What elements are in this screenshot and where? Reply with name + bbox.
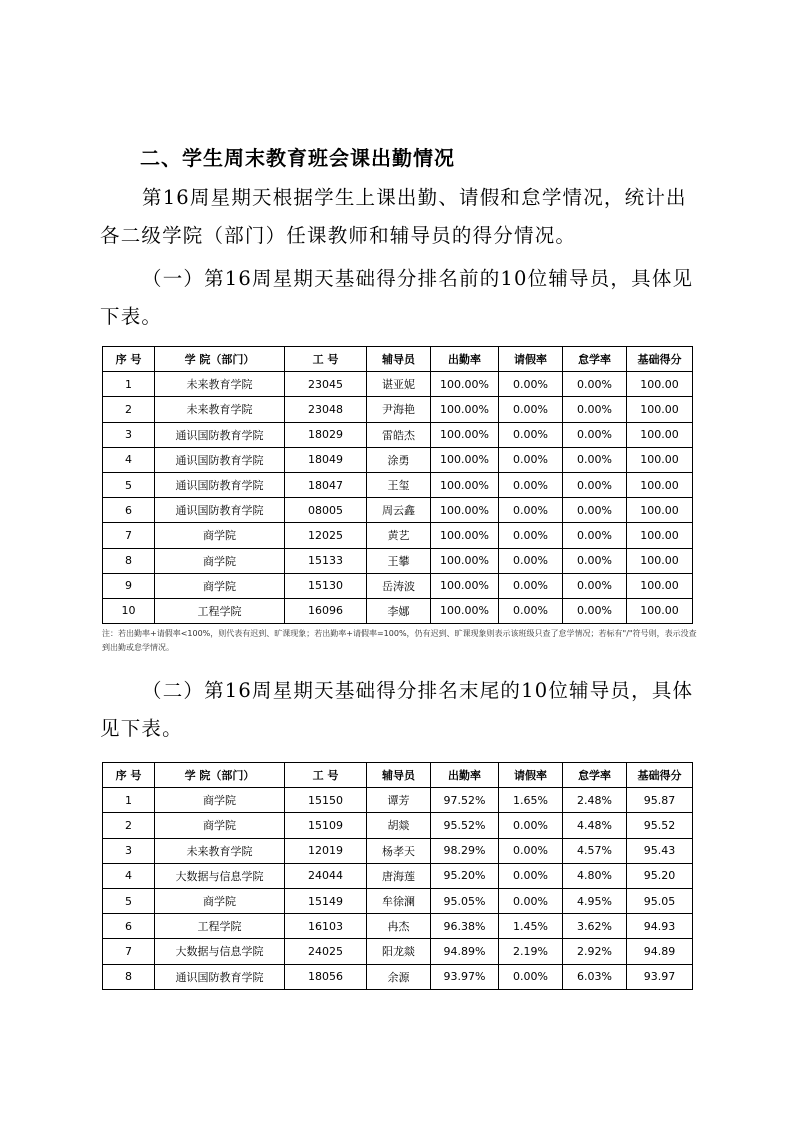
table-note: 注：若出勤率+请假率<100%，则代表有迟到、旷课现象；若出勤率+请假率=100%，仍有迟到、旷课现象则表示该班级只查了怠学情况；若标有"/"符号则，表示没查到出勤或怠学情况。 <box>102 629 697 652</box>
table-cell: 6 <box>103 914 155 939</box>
table-header-row <box>103 763 693 788</box>
table-cell: 18029 <box>285 422 367 447</box>
table-cell: 23048 <box>285 397 367 422</box>
table-cell: 100.00% <box>431 573 499 598</box>
table-cell: 谌亚妮 <box>367 372 431 397</box>
table-row <box>103 397 693 422</box>
table-row <box>103 573 693 598</box>
table-cell: 通识国防教育学院 <box>155 422 285 447</box>
table-cell: 95.05% <box>431 888 499 913</box>
table-cell: 95.20 <box>627 863 693 888</box>
table-cell: 9 <box>103 573 155 598</box>
table-row <box>103 422 693 447</box>
column-header: 出勤率 <box>431 347 499 372</box>
table-cell: 牟徐澜 <box>367 888 431 913</box>
table-cell: 100.00% <box>431 372 499 397</box>
table-cell: 2.19% <box>499 939 563 964</box>
top10-table-body <box>103 372 693 624</box>
table-cell: 0.00% <box>499 548 563 573</box>
table-cell: 15133 <box>285 548 367 573</box>
table-row <box>103 813 693 838</box>
table-cell: 12019 <box>285 838 367 863</box>
table-row <box>103 447 693 472</box>
table-cell: 工程学院 <box>155 914 285 939</box>
table-cell: 93.97 <box>627 964 693 989</box>
table-cell: 2 <box>103 397 155 422</box>
table-cell: 0.00% <box>499 397 563 422</box>
table-cell: 3.62% <box>563 914 627 939</box>
table-cell: 100.00% <box>431 447 499 472</box>
table-cell: 100.00% <box>431 397 499 422</box>
table-cell: 18049 <box>285 447 367 472</box>
table-cell: 工程学院 <box>155 598 285 623</box>
table-cell: 商学院 <box>155 523 285 548</box>
table-cell: 8 <box>103 548 155 573</box>
table-cell: 5 <box>103 888 155 913</box>
column-header: 工 号 <box>285 347 367 372</box>
table-cell: 谭芳 <box>367 788 431 813</box>
table-cell: 100.00% <box>431 523 499 548</box>
table-cell: 阳龙燚 <box>367 939 431 964</box>
column-header: 辅导员 <box>367 347 431 372</box>
section-heading: 二、学生周末教育班会课出勤情况 <box>140 146 455 170</box>
table-cell: 0.00% <box>499 888 563 913</box>
table-cell: 0.00% <box>499 598 563 623</box>
table-cell: 12025 <box>285 523 367 548</box>
table-cell: 94.89% <box>431 939 499 964</box>
intro-paragraph: 第16周星期天根据学生上课出勤、请假和怠学情况，统计出各二级学院（部门）任课教师和辅导员的得分情况。 <box>100 186 687 247</box>
table-cell: 大数据与信息学院 <box>155 863 285 888</box>
table-cell: 0.00% <box>499 573 563 598</box>
table-cell: 大数据与信息学院 <box>155 939 285 964</box>
table-cell: 100.00 <box>627 472 693 497</box>
table-cell: 100.00% <box>431 598 499 623</box>
table-cell: 商学院 <box>155 788 285 813</box>
table-cell: 10 <box>103 598 155 623</box>
bottom10-table <box>102 762 693 990</box>
column-header: 学 院（部门） <box>155 347 285 372</box>
table-cell: 未来教育学院 <box>155 372 285 397</box>
table-cell: 余源 <box>367 964 431 989</box>
table-cell: 100.00 <box>627 498 693 523</box>
table-cell: 5 <box>103 472 155 497</box>
table-cell: 尹海艳 <box>367 397 431 422</box>
table-cell: 0.00% <box>563 573 627 598</box>
table-cell: 24025 <box>285 939 367 964</box>
table-cell: 8 <box>103 964 155 989</box>
table-cell: 100.00% <box>431 548 499 573</box>
table-cell: 周云鑫 <box>367 498 431 523</box>
table-cell: 100.00% <box>431 498 499 523</box>
bottom10-table-body <box>103 788 693 990</box>
table-cell: 岳涛波 <box>367 573 431 598</box>
table-cell: 0.00% <box>499 372 563 397</box>
table-cell: 15149 <box>285 888 367 913</box>
table-row <box>103 888 693 913</box>
table-cell: 0.00% <box>499 838 563 863</box>
table-cell: 94.93 <box>627 914 693 939</box>
table-cell: 95.43 <box>627 838 693 863</box>
table-cell: 0.00% <box>499 498 563 523</box>
table-cell: 通识国防教育学院 <box>155 447 285 472</box>
table-cell: 24044 <box>285 863 367 888</box>
table-row <box>103 939 693 964</box>
table-cell: 冉杰 <box>367 914 431 939</box>
section1-intro: （一）第16周星期天基础得分排名前的10位辅导员，具体见下表。 <box>100 267 694 328</box>
table-cell: 通识国防教育学院 <box>155 498 285 523</box>
column-header: 怠学率 <box>563 347 627 372</box>
table-cell: 黄艺 <box>367 523 431 548</box>
table-cell: 未来教育学院 <box>155 397 285 422</box>
table-cell: 0.00% <box>499 447 563 472</box>
table-cell: 16103 <box>285 914 367 939</box>
table-cell: 2 <box>103 813 155 838</box>
table-cell: 93.97% <box>431 964 499 989</box>
section2-intro: （二）第16周星期天基础得分排名末尾的10位辅导员，具体见下表。 <box>100 679 694 740</box>
column-header: 序 号 <box>103 347 155 372</box>
table-cell: 0.00% <box>499 523 563 548</box>
table-cell: 2.92% <box>563 939 627 964</box>
table-row <box>103 863 693 888</box>
table-cell: 通识国防教育学院 <box>155 472 285 497</box>
column-header: 学 院（部门） <box>155 763 285 788</box>
top10-table <box>102 346 693 624</box>
table-row <box>103 838 693 863</box>
table-row <box>103 498 693 523</box>
table-cell: 商学院 <box>155 813 285 838</box>
table-cell: 1.45% <box>499 914 563 939</box>
table-row <box>103 914 693 939</box>
table-cell: 0.00% <box>563 498 627 523</box>
table-cell: 100.00 <box>627 598 693 623</box>
table-cell: 胡燚 <box>367 813 431 838</box>
table-cell: 1 <box>103 788 155 813</box>
table-cell: 98.29% <box>431 838 499 863</box>
table-cell: 16096 <box>285 598 367 623</box>
table-cell: 6.03% <box>563 964 627 989</box>
table-cell: 李娜 <box>367 598 431 623</box>
table-cell: 7 <box>103 939 155 964</box>
table-cell: 100.00 <box>627 573 693 598</box>
column-header: 工 号 <box>285 763 367 788</box>
column-header: 辅导员 <box>367 763 431 788</box>
table-cell: 95.52% <box>431 813 499 838</box>
table-cell: 15109 <box>285 813 367 838</box>
column-header: 出勤率 <box>431 763 499 788</box>
column-header: 怠学率 <box>563 763 627 788</box>
table-cell: 100.00 <box>627 523 693 548</box>
column-header: 序 号 <box>103 763 155 788</box>
table-cell: 4.48% <box>563 813 627 838</box>
table-row <box>103 472 693 497</box>
table-cell: 雷皓杰 <box>367 422 431 447</box>
table-cell: 0.00% <box>563 548 627 573</box>
table-cell: 0.00% <box>499 422 563 447</box>
table-cell: 100.00% <box>431 472 499 497</box>
table-cell: 通识国防教育学院 <box>155 964 285 989</box>
table-cell: 23045 <box>285 372 367 397</box>
table-cell: 0.00% <box>499 863 563 888</box>
table-cell: 18047 <box>285 472 367 497</box>
table-cell: 4 <box>103 447 155 472</box>
table-cell: 4 <box>103 863 155 888</box>
table-cell: 商学院 <box>155 888 285 913</box>
table-cell: 100.00 <box>627 447 693 472</box>
table-cell: 7 <box>103 523 155 548</box>
table-cell: 0.00% <box>563 523 627 548</box>
table-cell: 100.00 <box>627 422 693 447</box>
table-cell: 100.00 <box>627 372 693 397</box>
table-cell: 1 <box>103 372 155 397</box>
table-cell: 94.89 <box>627 939 693 964</box>
table-cell: 4.95% <box>563 888 627 913</box>
table-cell: 100.00 <box>627 397 693 422</box>
table-cell: 95.52 <box>627 813 693 838</box>
table-cell: 王攀 <box>367 548 431 573</box>
table-cell: 6 <box>103 498 155 523</box>
table-cell: 100.00 <box>627 548 693 573</box>
table-cell: 0.00% <box>563 422 627 447</box>
table-cell: 商学院 <box>155 573 285 598</box>
table-cell: 15130 <box>285 573 367 598</box>
table-cell: 3 <box>103 422 155 447</box>
table-cell: 0.00% <box>563 472 627 497</box>
table-cell: 96.38% <box>431 914 499 939</box>
table-cell: 100.00% <box>431 422 499 447</box>
column-header: 请假率 <box>499 347 563 372</box>
table-cell: 0.00% <box>499 472 563 497</box>
table-cell: 0.00% <box>563 447 627 472</box>
table-cell: 0.00% <box>499 964 563 989</box>
column-header: 请假率 <box>499 763 563 788</box>
table-cell: 未来教育学院 <box>155 838 285 863</box>
table-row <box>103 523 693 548</box>
table-cell: 4.80% <box>563 863 627 888</box>
table-cell: 0.00% <box>563 372 627 397</box>
table-cell: 3 <box>103 838 155 863</box>
table-header-row <box>103 347 693 372</box>
table-cell: 涂勇 <box>367 447 431 472</box>
table-cell: 2.48% <box>563 788 627 813</box>
table-cell: 0.00% <box>499 813 563 838</box>
table-cell: 唐海莲 <box>367 863 431 888</box>
table-row <box>103 548 693 573</box>
table-cell: 4.57% <box>563 838 627 863</box>
table-cell: 商学院 <box>155 548 285 573</box>
table-cell: 王玺 <box>367 472 431 497</box>
table-row <box>103 788 693 813</box>
table-cell: 杨孝天 <box>367 838 431 863</box>
table-row <box>103 964 693 989</box>
table-cell: 15150 <box>285 788 367 813</box>
table-cell: 18056 <box>285 964 367 989</box>
table-cell: 1.65% <box>499 788 563 813</box>
table-cell: 95.87 <box>627 788 693 813</box>
column-header: 基础得分 <box>627 347 693 372</box>
table-row <box>103 372 693 397</box>
table-cell: 95.05 <box>627 888 693 913</box>
column-header: 基础得分 <box>627 763 693 788</box>
table-cell: 0.00% <box>563 598 627 623</box>
table-cell: 97.52% <box>431 788 499 813</box>
table-cell: 08005 <box>285 498 367 523</box>
table-row <box>103 598 693 623</box>
table-cell: 0.00% <box>563 397 627 422</box>
table-cell: 95.20% <box>431 863 499 888</box>
